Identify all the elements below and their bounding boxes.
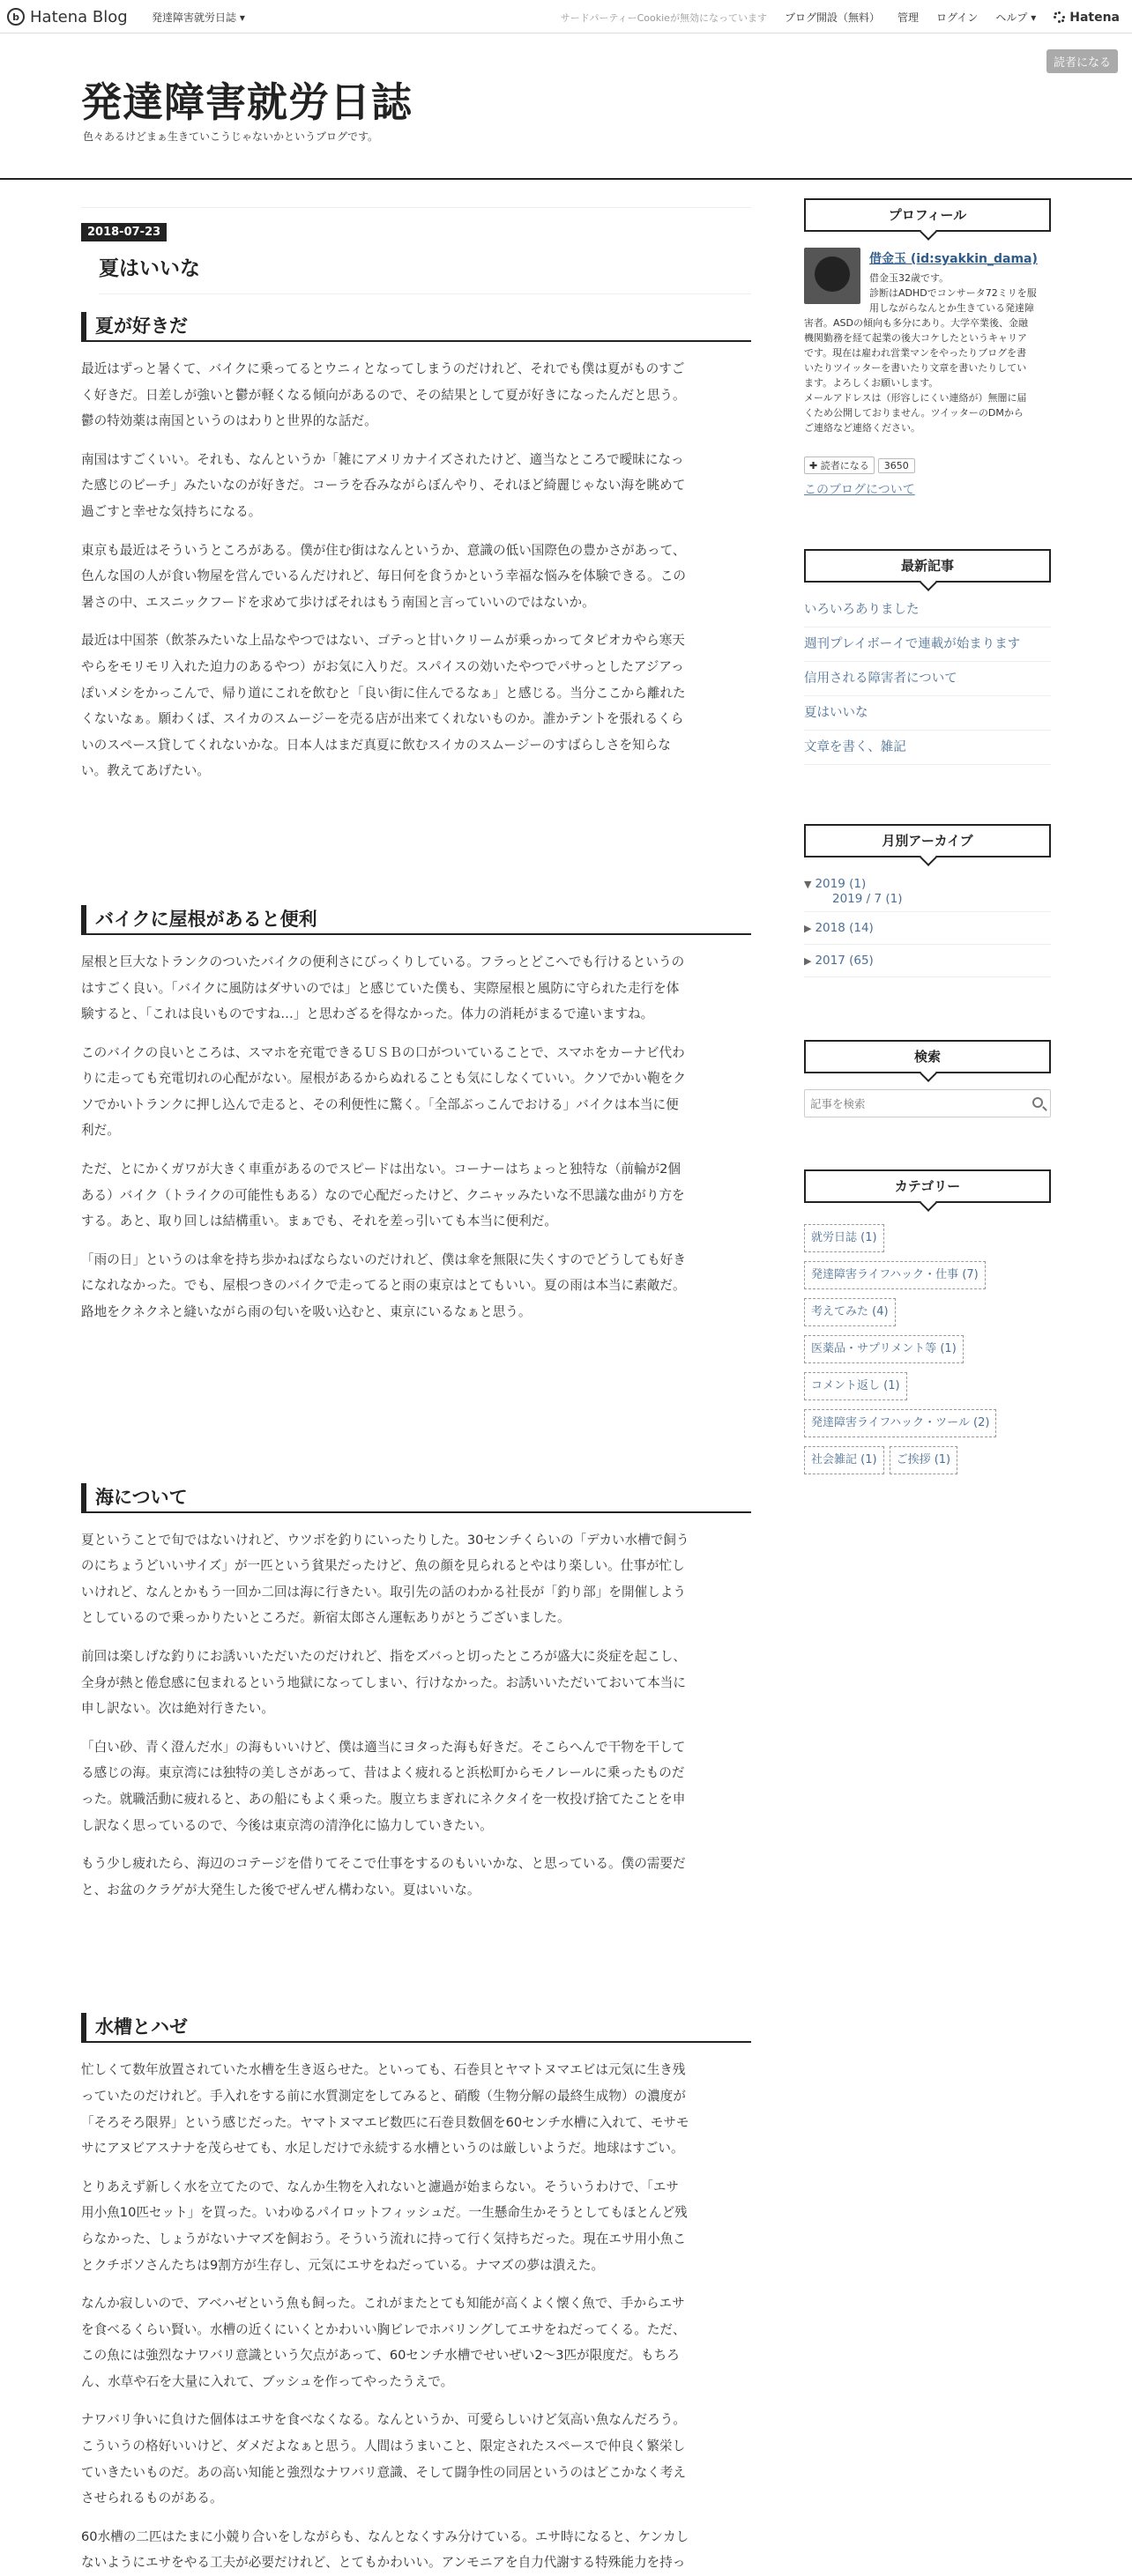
paragraph-line: 申し訳ない。次は絶対行きたい。 (81, 1701, 274, 1717)
profile-follow-button[interactable]: ✚ 読者になる (804, 457, 875, 474)
triangle-right-icon[interactable]: ▶ (804, 955, 812, 967)
paragraph-line: としているので乗っかりたいところだ。新宿太郎さん運転ありがとうございました。 (81, 1610, 570, 1626)
recent-entry-link[interactable]: 信用される障害者について (804, 662, 1051, 696)
triangle-right-icon[interactable]: ▶ (804, 923, 812, 934)
profile-line: 借金玉32歳です。 (869, 272, 950, 284)
paragraph (81, 1156, 751, 1235)
paragraph (81, 1734, 751, 1838)
search-icon[interactable] (1032, 1097, 1043, 1108)
cookie-notice: サードパーティーCookieが無効になっています (560, 11, 767, 24)
profile-description (804, 271, 1051, 435)
hatena-link[interactable]: Hatena (1054, 11, 1120, 25)
archive-year-label[interactable]: 2018 (14) (815, 921, 874, 935)
hatena-global-header (0, 0, 1132, 33)
paragraph-line: い。教えてあげたい。 (81, 763, 210, 779)
paragraph-line: 忙しくて数年放置されていた水槽を生き返らせた。といっても、石巻貝とヤマトヌマエビは元気に生き残 (81, 2062, 686, 2078)
paragraph (81, 2057, 751, 2161)
follower-count[interactable]: 3650 (878, 458, 915, 473)
subscribe-button[interactable]: 読者になる (1046, 49, 1118, 73)
profile-module (804, 198, 1051, 498)
paragraph-line: ナワバリ争いに負けた個体はエサを食べなくなる。なんというか、可愛らしいけど気高い魚なんだろう。 (81, 2412, 686, 2428)
triangle-down-icon[interactable]: ▼ (804, 879, 812, 890)
paragraph-line: 東京も最近はそういうところがある。僕が住む街はなんというか、意識の低い国際色の豊かさがあって、 (81, 542, 686, 558)
paragraph-line: 鬱の特効薬は南国というのはわりと世界的な話だ。 (81, 413, 377, 429)
archive-month-link[interactable]: 2019 / 7 (1) (832, 892, 903, 906)
paragraph (81, 1527, 751, 1631)
paragraph-line: サにアヌビアスナナを茂らせても、水足しだけで永続する水槽というのは厳しいようだ。地球はすごい。 (81, 2141, 684, 2157)
entry-date-row (81, 207, 751, 241)
paragraph-line: とクチボソさんたちは9割方が生存し、元気にエサをねだっている。ナマズの夢は潰えた。 (81, 2257, 605, 2273)
paragraph-line: と、お盆のクラゲが大発生した後でぜんぜん構わない。夏はいいな。 (81, 1882, 480, 1897)
hatena-logo-icon: b (7, 8, 25, 26)
entry-section (81, 2013, 751, 2576)
category-module (804, 1169, 1051, 1466)
paragraph-line: を食べるくらい賢い。水槽の近くにいくとかわいい胸ビレでホバリングしてエサをねだってくる。ただ、 (81, 2321, 686, 2337)
paragraph (81, 1644, 751, 1722)
entry (81, 207, 751, 2576)
paragraph-line: 屋根と巨大なトランクのついたバイクの便利さにびっくりしている。フラっとどこへでも行けるというの (81, 954, 685, 969)
profile-line: くため公開しておりません。ツイッターのDMから (804, 407, 1024, 419)
category-link[interactable]: 就労日誌 (1) (804, 1224, 884, 1252)
profile-line: です。現在は雇われ営業マンをやったりブログを書 (804, 347, 1027, 359)
profile-line: ます。よろしくお願いします。 (804, 377, 939, 389)
paragraph-line: やらをモリモリ入れた迫力のあるやつ）がお気に入りだ。スパイスの効いたやつでパサっとしたアジアっ (81, 658, 684, 674)
profile-follow (804, 457, 915, 474)
paragraph (81, 627, 751, 784)
paragraph-line: くないなぁ。願わくば、スイカのスムージーを売る店が出来てくれないものか。誰かテントを張れるくら (81, 711, 684, 727)
paragraph-line: する。あと、取り回しは結構重い。まぁでも、それを差っ引いても本当に便利だ。 (81, 1214, 557, 1229)
blog-description: 色々あるけどまぁ生きていこうじゃないかというブログです。 (83, 130, 379, 143)
blog-title[interactable]: 発達障害就労日誌 (81, 78, 413, 126)
recent-entry-link[interactable]: 夏はいいな (804, 696, 1051, 731)
search-input[interactable] (805, 1090, 1017, 1117)
paragraph-line: 過ごすと幸せな気持ちになる。 (81, 503, 262, 519)
entry-content (81, 312, 751, 2576)
recent-entry-link[interactable]: 文章を書く、雑記 (804, 731, 1051, 765)
archive-list (804, 868, 1051, 977)
archive-year-label[interactable]: 2019 (1) (815, 877, 867, 891)
about-blog-link[interactable]: このブログについて (804, 483, 915, 497)
paragraph (81, 2524, 751, 2576)
help-menu[interactable]: ヘルプ ▾ (995, 11, 1037, 24)
paragraph-line: のにちょうどいいサイズ」が一匹という貧果だったけど、魚の顔を見られるとやはり楽しい。仕事が忙し (81, 1558, 685, 1574)
section-heading: 水槽とハゼ (81, 2013, 751, 2043)
recent-entries-module (804, 549, 1051, 765)
paragraph-line: はすごく良い。「バイクに風防はダサいのでは」と感じていた僕も、実際屋根と風防に守られた走行を体 (81, 980, 680, 996)
paragraph (81, 2407, 751, 2511)
profile-line: 用しながらなんとか生きている発達障 (869, 302, 1034, 314)
entry-section (81, 1483, 751, 1904)
category-heading: カテゴリー (804, 1169, 1051, 1203)
category-link[interactable]: 考えてみた (4) (804, 1298, 896, 1326)
paragraph-line: とりあえず新しく水を立てたので、なんか生物を入れないと濾過が始まらない。そういうわけで、「エサ (81, 2179, 680, 2194)
entry-title[interactable]: 夏はいいな (99, 252, 751, 294)
paragraph-line: ないようにエサをやる工夫が必要だけれど、とてもかわいい。アンモニアを自力代謝する特殊能力を持っ (81, 2555, 686, 2571)
category-link[interactable]: 医薬品・サプリメント等 (1) (804, 1335, 964, 1363)
category-list (804, 1224, 1060, 1483)
header-right-links (561, 10, 1120, 25)
archive-year[interactable] (804, 912, 1051, 945)
open-blog-link[interactable]: ブログ開設（無料） (784, 11, 880, 24)
paragraph (81, 356, 751, 434)
paragraph-line: 全身が熱と倦怠感に包まれるという地獄になってしまい、行けなかった。お誘いいただいておいて本当に (81, 1674, 686, 1690)
category-link[interactable]: コメント返し (1) (804, 1372, 907, 1400)
paragraph-line: ていきたいものだ。あの高い知能と強烈なナワバリ意識、そして闘争性の同居というのはどこかなく考え (81, 2464, 686, 2480)
paragraph-line: た感じのビーチ」みたいなのが好きだ。コーラを呑みながらぼんやり、それほど綺麗じゃない海を眺めて (81, 478, 686, 494)
section-heading: 海について (81, 1483, 751, 1513)
section-heading: 夏が好きだ (81, 312, 751, 342)
paragraph-line: このバイクの良いところは、スマホを充電できるＵＳＢの口がついていることで、スマホをカーナビ代わ (81, 1044, 685, 1060)
category-link[interactable]: 発達障害ライフハック・ツール (2) (804, 1409, 996, 1437)
profile-heading: プロフィール (804, 198, 1051, 232)
category-link[interactable]: ご挨拶 (1) (890, 1446, 958, 1474)
category-link[interactable]: 社会雑記 (1) (804, 1446, 884, 1474)
profile-line: 害者。ASDの傾向も多分にあり。大学卒業後、金融 (804, 317, 1028, 329)
recent-entries-list (804, 593, 1051, 765)
paragraph (81, 538, 751, 616)
hatena-dots-icon (1054, 11, 1066, 24)
paragraph (81, 447, 751, 525)
paragraph-line: ある）バイク（トライクの可能性もある）なので心配だったけど、クニャッみたいな不思議な曲がり方を (81, 1187, 685, 1203)
paragraph-line: りに走っても充電切れの心配がない。屋根があるからぬれることも気にしなくていい。クソでかい鞄をク (81, 1071, 686, 1087)
paragraph-line: もう少し疲れたら、海辺のコテージを借りてそこで仕事をするのもいいかな、と思っている。僕の需要だ (81, 1856, 686, 1872)
recent-entry-link[interactable]: いろいろありました (804, 593, 1051, 627)
paragraph (81, 1851, 751, 1903)
paragraph-line: になれなかった。でも、屋根つきのバイクで走ってると雨の東京はとてもいい。夏の雨は本当に素敵だ。 (81, 1278, 686, 1294)
recent-entries-heading: 最新記事 (804, 549, 1051, 583)
paragraph-line: 用小魚10匹セット」を買った。いわゆるパイロットフィッシュだ。一生懸命生かそうとしてもほとんど残 (81, 2205, 688, 2221)
paragraph-line: 暑さの中、エスニックフードを求めて歩けばそれはもう南国と言っていいのではないか。 (81, 594, 595, 610)
paragraph-line: ぽいメシをかっこんで、帰り道にこれを飲むと「良い街に住んでるなぁ」と感じる。当分ここから離れた (81, 685, 686, 701)
category-link[interactable]: 発達障害ライフハック・仕事 (7) (804, 1261, 986, 1289)
entry-section (81, 312, 751, 784)
paragraph-line: った。就職活動に疲れると、あの船にもよく乗った。腹立ちまぎれにネクタイを一枚投げ捨てたことを申 (81, 1791, 686, 1807)
blog-menu[interactable]: 発達障害就労日誌 ▾ (152, 11, 245, 24)
paragraph-line: 南国はすごくいい。それも、なんというか「雑にアメリカナイズされたけど、適当なところで曖昧になっ (81, 451, 684, 467)
paragraph-line: っていたのだけれど。手入れをする前に水質測定をしてみると、硝酸（生物分解の最終生成物）の濃度が (81, 2088, 686, 2104)
paragraph-line: 「雨の日」というのは傘を持ち歩かねばならないのだけれど、僕は傘を無限に失くすのでどうしても好き (81, 1251, 686, 1267)
paragraph-line: る感じの海。東京湾には独特の美しさがあって、昔はよく疲れると浜松町からモノレールに乗ったものだ (81, 1765, 685, 1781)
paragraph-line: こういうの格好いいけど、ダメだよなぁと思う。人間はうまいこと、限定されたスペースで仲良く繁栄し (81, 2439, 686, 2454)
profile-line: 診断はADHDでコンサータ72ミリを服 (869, 287, 1037, 299)
login-link[interactable]: ログイン (935, 11, 979, 24)
archive-year[interactable] (804, 945, 1051, 977)
section-heading: バイクに屋根があると便利 (81, 905, 751, 935)
paragraph-line: 「白い砂、青く澄んだ水」の海もいいけど、僕は適当にヨタった海も好きだ。そこらへんで干物を干して (81, 1739, 686, 1755)
paragraph-line: 夏ということで旬ではないけれど、ウツボを釣りにいったりした。30センチくらいの「デカい水槽で飼う (81, 1532, 689, 1548)
search-heading: 検索 (804, 1040, 1051, 1073)
archive-year-label[interactable]: 2017 (65) (815, 954, 874, 968)
search-form (804, 1089, 1051, 1117)
profile-line: 機関勤務を経て起業の後大コケしたというキャリア (804, 332, 1027, 344)
archive-module (804, 824, 1051, 977)
paragraph-line: らなかった、しょうがないナマズを飼おう。そういう流れに持って行く気持ちだった。現在エサ用小魚こ (81, 2231, 686, 2246)
search-module (804, 1040, 1051, 1073)
paragraph-line: いのスペース貸してくれないかな。日本人はまだ真夏に飲むスイカのスムージーのすばらしさを知らな (81, 737, 671, 753)
paragraph (81, 2174, 751, 2278)
recent-entry-link[interactable]: 週刊プレイボーイで連載が始まります (804, 627, 1051, 662)
paragraph-line: 前回は楽しげな釣りにお誘いいただいたのだけれど、指をズバっと切ったところが盛大に炎症を起こし、 (81, 1649, 686, 1664)
profile-line: ご連絡など連絡ください。 (804, 422, 920, 434)
paragraph-line: し訳なく思っているので、今後は東京湾の清浄化に協力していきたい。 (81, 1817, 493, 1833)
profile-name-link[interactable]: 借金玉 (id:syakkin_dama) (869, 252, 1038, 266)
paragraph-line: 験すると、「これは良いものですね…」と思わざるを得なかった。体力の消耗がまるで違いますね。 (81, 1006, 654, 1022)
paragraph-line: ソでかいトランクに押し込んで走ると、その利便性に驚く。「全部ぶっこんでおける」バイクは本当に便 (81, 1096, 679, 1112)
entry-section (81, 905, 751, 1325)
paragraph-line: 色んな国の人が食い物屋を営んでいるんだけれど、毎日何を食うかという幸福な悩みを体験できる。この (81, 568, 686, 584)
profile-line: メールアドレスは（形容しにくい連絡が）無闇に届 (804, 392, 1027, 404)
paragraph-line: 利だ。 (81, 1123, 120, 1139)
archive-year[interactable] (804, 868, 1051, 912)
paragraph (81, 2290, 751, 2394)
paragraph-line: 最近は中国茶（飲茶みたいな上品なやつではない、ゴテっと甘いクリームが乗っかってタピオカやら寒天 (81, 633, 685, 649)
paragraph-line: させられるものがある。 (81, 2491, 223, 2506)
paragraph-line: ただ、とにかくガワが大きく車重があるのでスピードは出ない。コーナーはちょっと独特な（前輪が2個 (81, 1162, 681, 1177)
paragraph (81, 1040, 751, 1144)
paragraph-line: 最近はずっと暑くて、バイクに乗ってるとウニィとなってしまうのだけれど、それでも僕は夏がものすご (81, 361, 685, 376)
paragraph-line: ん、水草や石を大量に入れて、ブッシュを作ってやったうえで。 (81, 2373, 454, 2389)
paragraph-line: この魚には強烈なナワバリ意識という欠点があって、60センチ水槽でせいぜい2～3匹が限度だ。もちろ (81, 2348, 680, 2364)
paragraph (81, 1247, 751, 1325)
paragraph-line: なんか寂しいので、アベハゼという魚も飼った。これがまたとても知能が高くよく懐く魚で、手からエサ (81, 2296, 685, 2312)
paragraph (81, 949, 751, 1028)
entry-date[interactable]: 2018-07-23 (81, 223, 167, 241)
paragraph-line: いけれど、なんとかもう一回か二回は海に行きたい。取引先の話のわかる社長が「釣り部」を開催しよう (81, 1584, 686, 1600)
paragraph-line: 60水槽の二匹はたまに小競り合いをしながらも、なんとなくすみ分けている。エサ時になると、ケンカし (81, 2528, 689, 2544)
blog-header (0, 33, 1132, 180)
archive-heading: 月別アーカイブ (804, 824, 1051, 857)
admin-link[interactable]: 管理 (897, 11, 919, 24)
profile-line: いたりツイッターを書いたり文章を書いたりしてい (804, 362, 1027, 374)
paragraph-line: 「そろそろ限界」という感じだった。ヤマトヌマエビ数匹に石巻貝数個を60センチ水槽に入れて、モサモ (81, 2114, 689, 2130)
paragraph-line: く好きだ。日差しが強いと鬱が軽くなる傾向があるので、その結果として夏が好きになったんだと思う。 (81, 387, 686, 403)
paragraph-line: 路地をクネクネと縫いながら雨の匂いを吸い込むと、東京にいるなぁと思う。 (81, 1304, 532, 1320)
hatena-blog-logo[interactable]: b Hatena Blog (7, 6, 128, 27)
